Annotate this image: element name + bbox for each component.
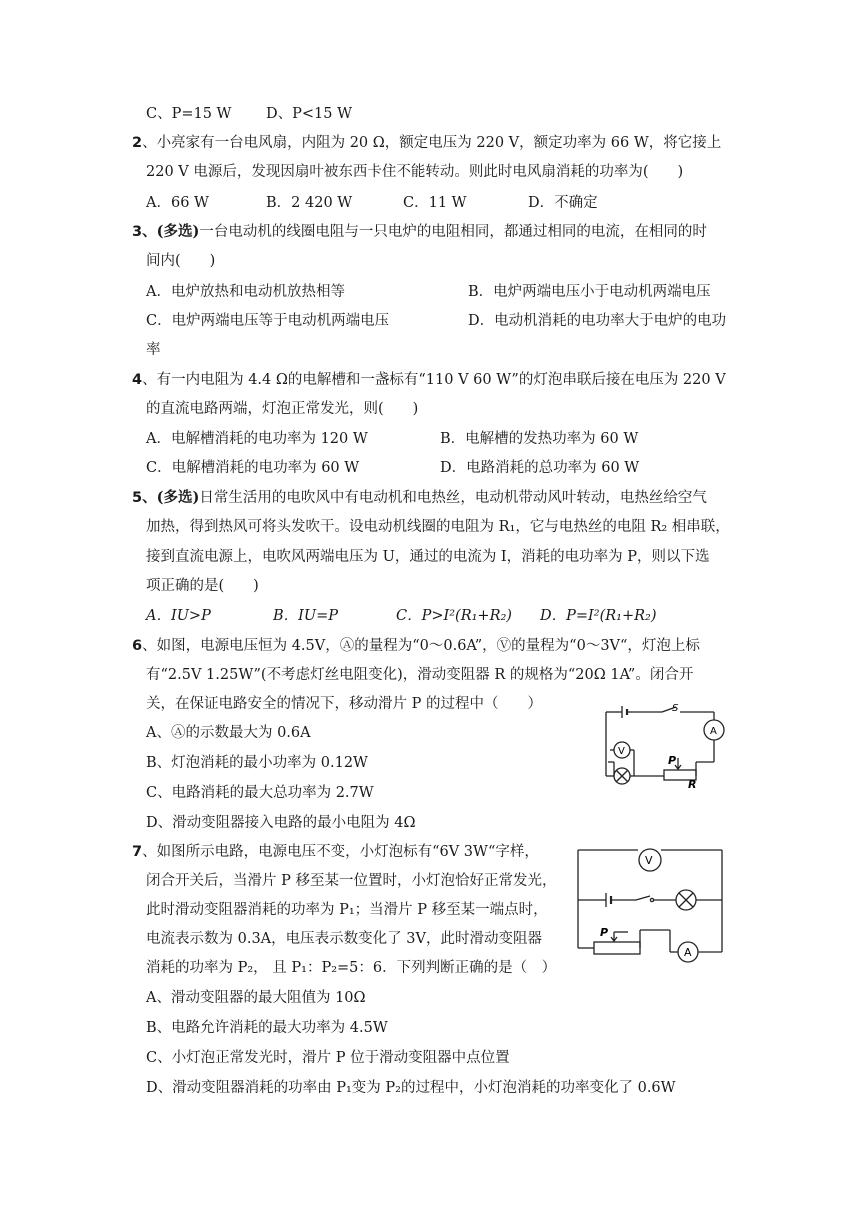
switch-icon bbox=[636, 896, 650, 900]
q1-option-c: C、P=15 W bbox=[146, 106, 232, 122]
q2-option-b: B．2 420 W bbox=[266, 195, 353, 211]
q6-stem-line2: 有“2.5V 1.25W”(不考虑灯丝电阻变化)，滑动变阻器 R 的规格为“20Ω 1A”。闭合开 bbox=[146, 667, 694, 683]
q6-stem-line1 bbox=[132, 636, 700, 656]
q5-option-c: C．P>I²(R₁+R₂) bbox=[396, 608, 512, 624]
q5-stem-line3: 接到直流电源上，电吹风两端电压为 U，通过的电流为 I，消耗的电功率为 P，则以下选 bbox=[146, 549, 710, 565]
q4-stem-line2: 的直流电路两端，灯泡正常发光，则( ) bbox=[146, 401, 419, 417]
q4-option-c: C．电解槽消耗的电功率为 60 W bbox=[146, 460, 360, 476]
q4-number: 4 bbox=[132, 372, 143, 388]
slider-label: P bbox=[600, 926, 609, 939]
resistor-icon bbox=[594, 942, 640, 954]
q6-option-a: A、Ⓐ的示数最大为 0.6A bbox=[146, 725, 311, 741]
q5-stem-line1 bbox=[132, 488, 707, 508]
q5-text-1: 日常生活用的电吹风中有电动机和电热丝，电动机带动风叶转动，电热丝给空气 bbox=[199, 490, 707, 506]
q3-option-b: B．电炉两端电压小于电动机两端电压 bbox=[468, 284, 711, 300]
q2-option-a: A．66 W bbox=[146, 195, 209, 211]
q5-number: 5 bbox=[132, 490, 143, 506]
q4-option-d: D．电路消耗的总功率为 60 W bbox=[440, 460, 640, 476]
q6-circuit-diagram bbox=[594, 702, 744, 788]
q6-number: 6 bbox=[132, 638, 143, 654]
q7-option-c: C、小灯泡正常发光时，滑片 P 位于滑动变阻器中点位置 bbox=[146, 1050, 510, 1066]
q3-tag: 、(多选) bbox=[142, 223, 200, 240]
q6-option-c: C、电路消耗的最大总功率为 2.7W bbox=[146, 785, 374, 801]
q2-text-1: 、小亮家有一台电风扇，内阻为 20 Ω，额定电压为 220 V，额定功率为 66 W，将它接上 bbox=[142, 135, 722, 151]
q6-text-1: 、如图，电源电压恒为 4.5V，Ⓐ的量程为“0～0.6A”，Ⓥ的量程为“0～3V“，灯泡上标 bbox=[142, 638, 700, 654]
q2-option-c: C．11 W bbox=[403, 195, 467, 211]
ammeter-label: A bbox=[710, 726, 717, 737]
q1-option-d: D、P<15 W bbox=[266, 106, 352, 122]
slider-label: P bbox=[668, 754, 677, 767]
q4-stem-line1 bbox=[132, 370, 726, 390]
q5-option-b: B．IU=P bbox=[273, 608, 339, 624]
q3-option-d-cont: 率 bbox=[146, 342, 161, 358]
q7-stem-line1 bbox=[132, 842, 539, 862]
q4-text-1: 、有一内电阻为 4.4 Ω的电解槽和一盏标有“110 V 60 W”的灯泡串联后接在电压为 220 V bbox=[142, 372, 726, 388]
q2-option-d: D．不确定 bbox=[528, 195, 598, 211]
q3-option-c: C．电炉两端电压等于电动机两端电压 bbox=[146, 313, 390, 329]
q5-tag: 、(多选) bbox=[142, 489, 200, 506]
q6-option-b: B、灯泡消耗的最小功率为 0.12W bbox=[146, 755, 368, 771]
q2-number: 2 bbox=[132, 135, 143, 151]
q6-option-d: D、滑动变阻器接入电路的最小电阻为 4Ω bbox=[146, 815, 416, 831]
q7-option-b: B、电路允许消耗的最大功率为 4.5W bbox=[146, 1020, 388, 1036]
q5-stem-line2: 加热，得到热风可将头发吹干。设电动机线圈的电阻为 R₁，它与电热丝的电阻 R₂ 相串联， bbox=[146, 519, 730, 535]
q2-stem-line1 bbox=[132, 133, 721, 153]
q7-circuit-diagram bbox=[570, 838, 730, 970]
q7-option-d: D、滑动变阻器消耗的功率由 P₁变为 P₂的过程中，小灯泡消耗的功率变化了 0.6W bbox=[146, 1080, 676, 1096]
q7-stem-line5: 消耗的功率为 P₂， 且 P₁：P₂=5：6．下列判断正确的是（ ） bbox=[146, 960, 557, 976]
q7-text-1: 、如图所示电路，电源电压不变，小灯泡标有“6V 3W“字样， bbox=[142, 844, 539, 860]
q7-stem-line2: 闭合开关后，当滑片 P 移至某一位置时，小灯泡恰好正常发光， bbox=[146, 873, 557, 889]
ammeter-label: A bbox=[684, 946, 692, 959]
q3-number: 3 bbox=[132, 224, 143, 240]
q7-number: 7 bbox=[132, 844, 143, 860]
q3-option-d: D．电动机消耗的电功率大于电炉的电功 bbox=[468, 313, 727, 329]
q3-text-1: 一台电动机的线圈电阻与一只电炉的电阻相同，都通过相同的电流，在相同的时 bbox=[199, 224, 707, 240]
q6-stem-line3: 关，在保证电路安全的情况下，移动滑片 P 的过程中（ ） bbox=[146, 696, 542, 712]
q5-option-d: D．P=I²(R₁+R₂) bbox=[540, 608, 657, 624]
q4-option-a: A．电解槽消耗的电功率为 120 W bbox=[146, 431, 368, 447]
voltmeter-label: V bbox=[645, 854, 653, 867]
q5-stem-line4: 项正确的是( ) bbox=[146, 578, 259, 594]
voltmeter-label: V bbox=[618, 746, 625, 757]
q3-stem-line2: 间内( ) bbox=[146, 253, 216, 269]
q7-option-a: A、滑动变阻器的最大阻值为 10Ω bbox=[146, 990, 366, 1006]
q3-stem-line1 bbox=[132, 222, 707, 242]
resistor-label: R bbox=[688, 778, 697, 788]
q2-stem-line2: 220 V 电源后，发现因扇叶被东西卡住不能转动。则此时电风扇消耗的功率为( ) bbox=[146, 164, 684, 180]
q7-stem-line3: 此时滑动变阻器消耗的功率为 P₁；当滑片 P 移至某一端点时， bbox=[146, 902, 548, 918]
q4-option-b: B．电解槽的发热功率为 60 W bbox=[440, 431, 639, 447]
switch-label: S bbox=[672, 703, 679, 714]
q7-stem-line4: 电流表示数为 0.3A，电压表示数变化了 3V，此时滑动变阻器 bbox=[146, 931, 542, 947]
q5-option-a: A．IU>P bbox=[146, 608, 211, 624]
q3-option-a: A．电炉放热和电动机放热相等 bbox=[146, 284, 345, 300]
